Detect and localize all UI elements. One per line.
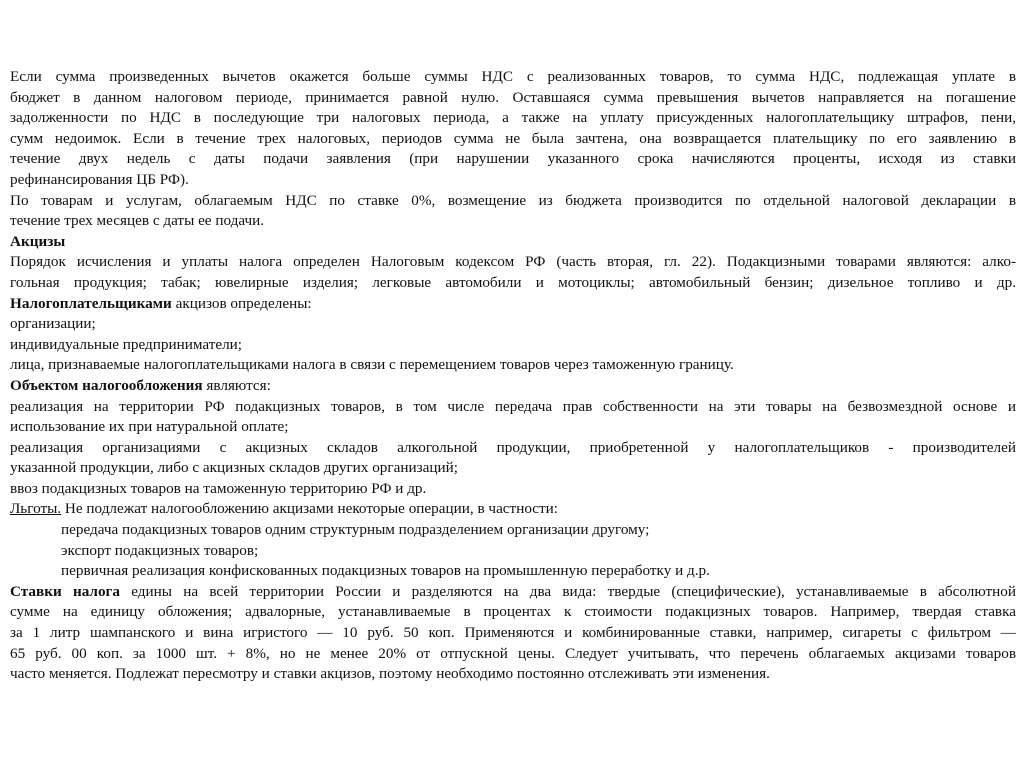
list-item: передача подакцизных товаров одним структурным подразделением организации другому; [61,521,650,539]
rates-line [10,582,1016,603]
zero-rate-paragraph [10,191,1016,232]
text-line: за 1 литр шампанского и вина игристого — 10 руб. 50 коп. Применяются и комбинированные ставки, например, сигареты с фильтром — [10,624,1016,642]
vat-paragraph [10,67,1016,191]
list-item: указанной продукции, либо с акцизных складов других организаций; [10,459,458,477]
rates-term: Ставки налога [10,582,121,600]
text-line: сумме на единицу обложения; адвалорные, устанавливаемые в процентах к стоимости подакцизных товаров. Например, твердая ставка [10,603,1016,621]
list-item: использование их при натуральной оплате; [10,418,289,436]
list-item: организации; [10,315,96,333]
text-line: Порядок исчисления и уплаты налога определен Налоговым кодексом РФ (часть вторая, гл. 22). Подакцизными товарами являются: алко- [10,253,1016,271]
section-heading: Акцизы [10,232,66,250]
benefits-text: Не подлежат налогообложению акцизами некоторые операции, в частности: [61,500,559,518]
list-item: ввоз подакцизных товаров на таможенную территорию РФ и др. [10,479,427,497]
taxpayers-text: акцизов определены: [171,294,312,312]
text-line: сумм недоимок. Если в течение трех налоговых, периодов сумма не была зачтена, она возвращается плательщику по его заявлению в [10,129,1016,147]
text-line: По товарам и услугам, облагаемым НДС по ставке 0%, возмещение из бюджета производится по отдельной налоговой декларации в [10,191,1016,209]
list-item: лица, признаваемые налогоплательщиками налога в связи с перемещением товаров через таможенную границу. [10,356,734,374]
list-item: индивидуальные предприниматели; [10,335,243,353]
text-line: гольная продукция; табак; ювелирные изделия; легковые автомобили и мотоциклы; автомобильный бензин; дизельное топливо и др. [10,273,1016,291]
text-line: бюджет в данном налоговом периоде, принимается равной нулю. Оставшаяся сумма превышения вычетов направляется на погашение [10,88,1016,106]
object-text: являются: [202,376,271,394]
rates-text: едины на всей территории России и разделяются на два вида: твердые (специфические), устанавливаемые в абсолютной [120,582,1016,600]
benefits-term: Льготы. [10,500,62,518]
document-body [10,67,1016,685]
taxpayers-term: Налогоплательщиками [10,294,172,312]
text-line: задолженности по НДС в последующие три налоговых периода, а также на уплату присужденных налогоплательщику штрафов, пени, [10,109,1016,127]
object-line [10,376,1016,397]
text-line: течение трех месяцев с даты ее подачи. [10,212,265,230]
list-item: экспорт подакцизных товаров; [61,541,259,559]
list-item: реализация на территории РФ подакцизных товаров, в том числе передача прав собственности на эти товары на безвозмездной основе и [10,397,1016,415]
text-line: течение двух недель с даты подачи заявления (при нарушении указанного срока начисляются проценты, исходя из ставки [10,150,1016,168]
benefits-line [10,499,1016,520]
object-term: Объектом налогообложения [10,376,203,394]
text-line: рефинансирования ЦБ РФ). [10,170,189,188]
list-item: реализация организациями с акцизных складов алкогольной продукции, приобретенной у налогоплательщиков - производителей [10,438,1016,456]
text-line: 65 руб. 00 коп. за 1000 шт. + 8%, но не менее 20% от отпускной цены. Следует учитывать, что перечень облагаемых акцизами товаров [10,644,1016,662]
list-item: первичная реализация конфискованных подакцизных товаров на промышленную переработку и д.р. [61,562,710,580]
text-line: часто меняется. Подлежат пересмотру и ставки акцизов, поэтому необходимо постоянно отслеживать эти изменения. [10,665,770,683]
text-line: Если сумма произведенных вычетов окажется больше суммы НДС с реализованных товаров, то сумма НДС, подлежащая уплате в [10,68,1016,85]
taxpayers-line [10,294,1016,315]
excise-intro [10,252,1016,293]
